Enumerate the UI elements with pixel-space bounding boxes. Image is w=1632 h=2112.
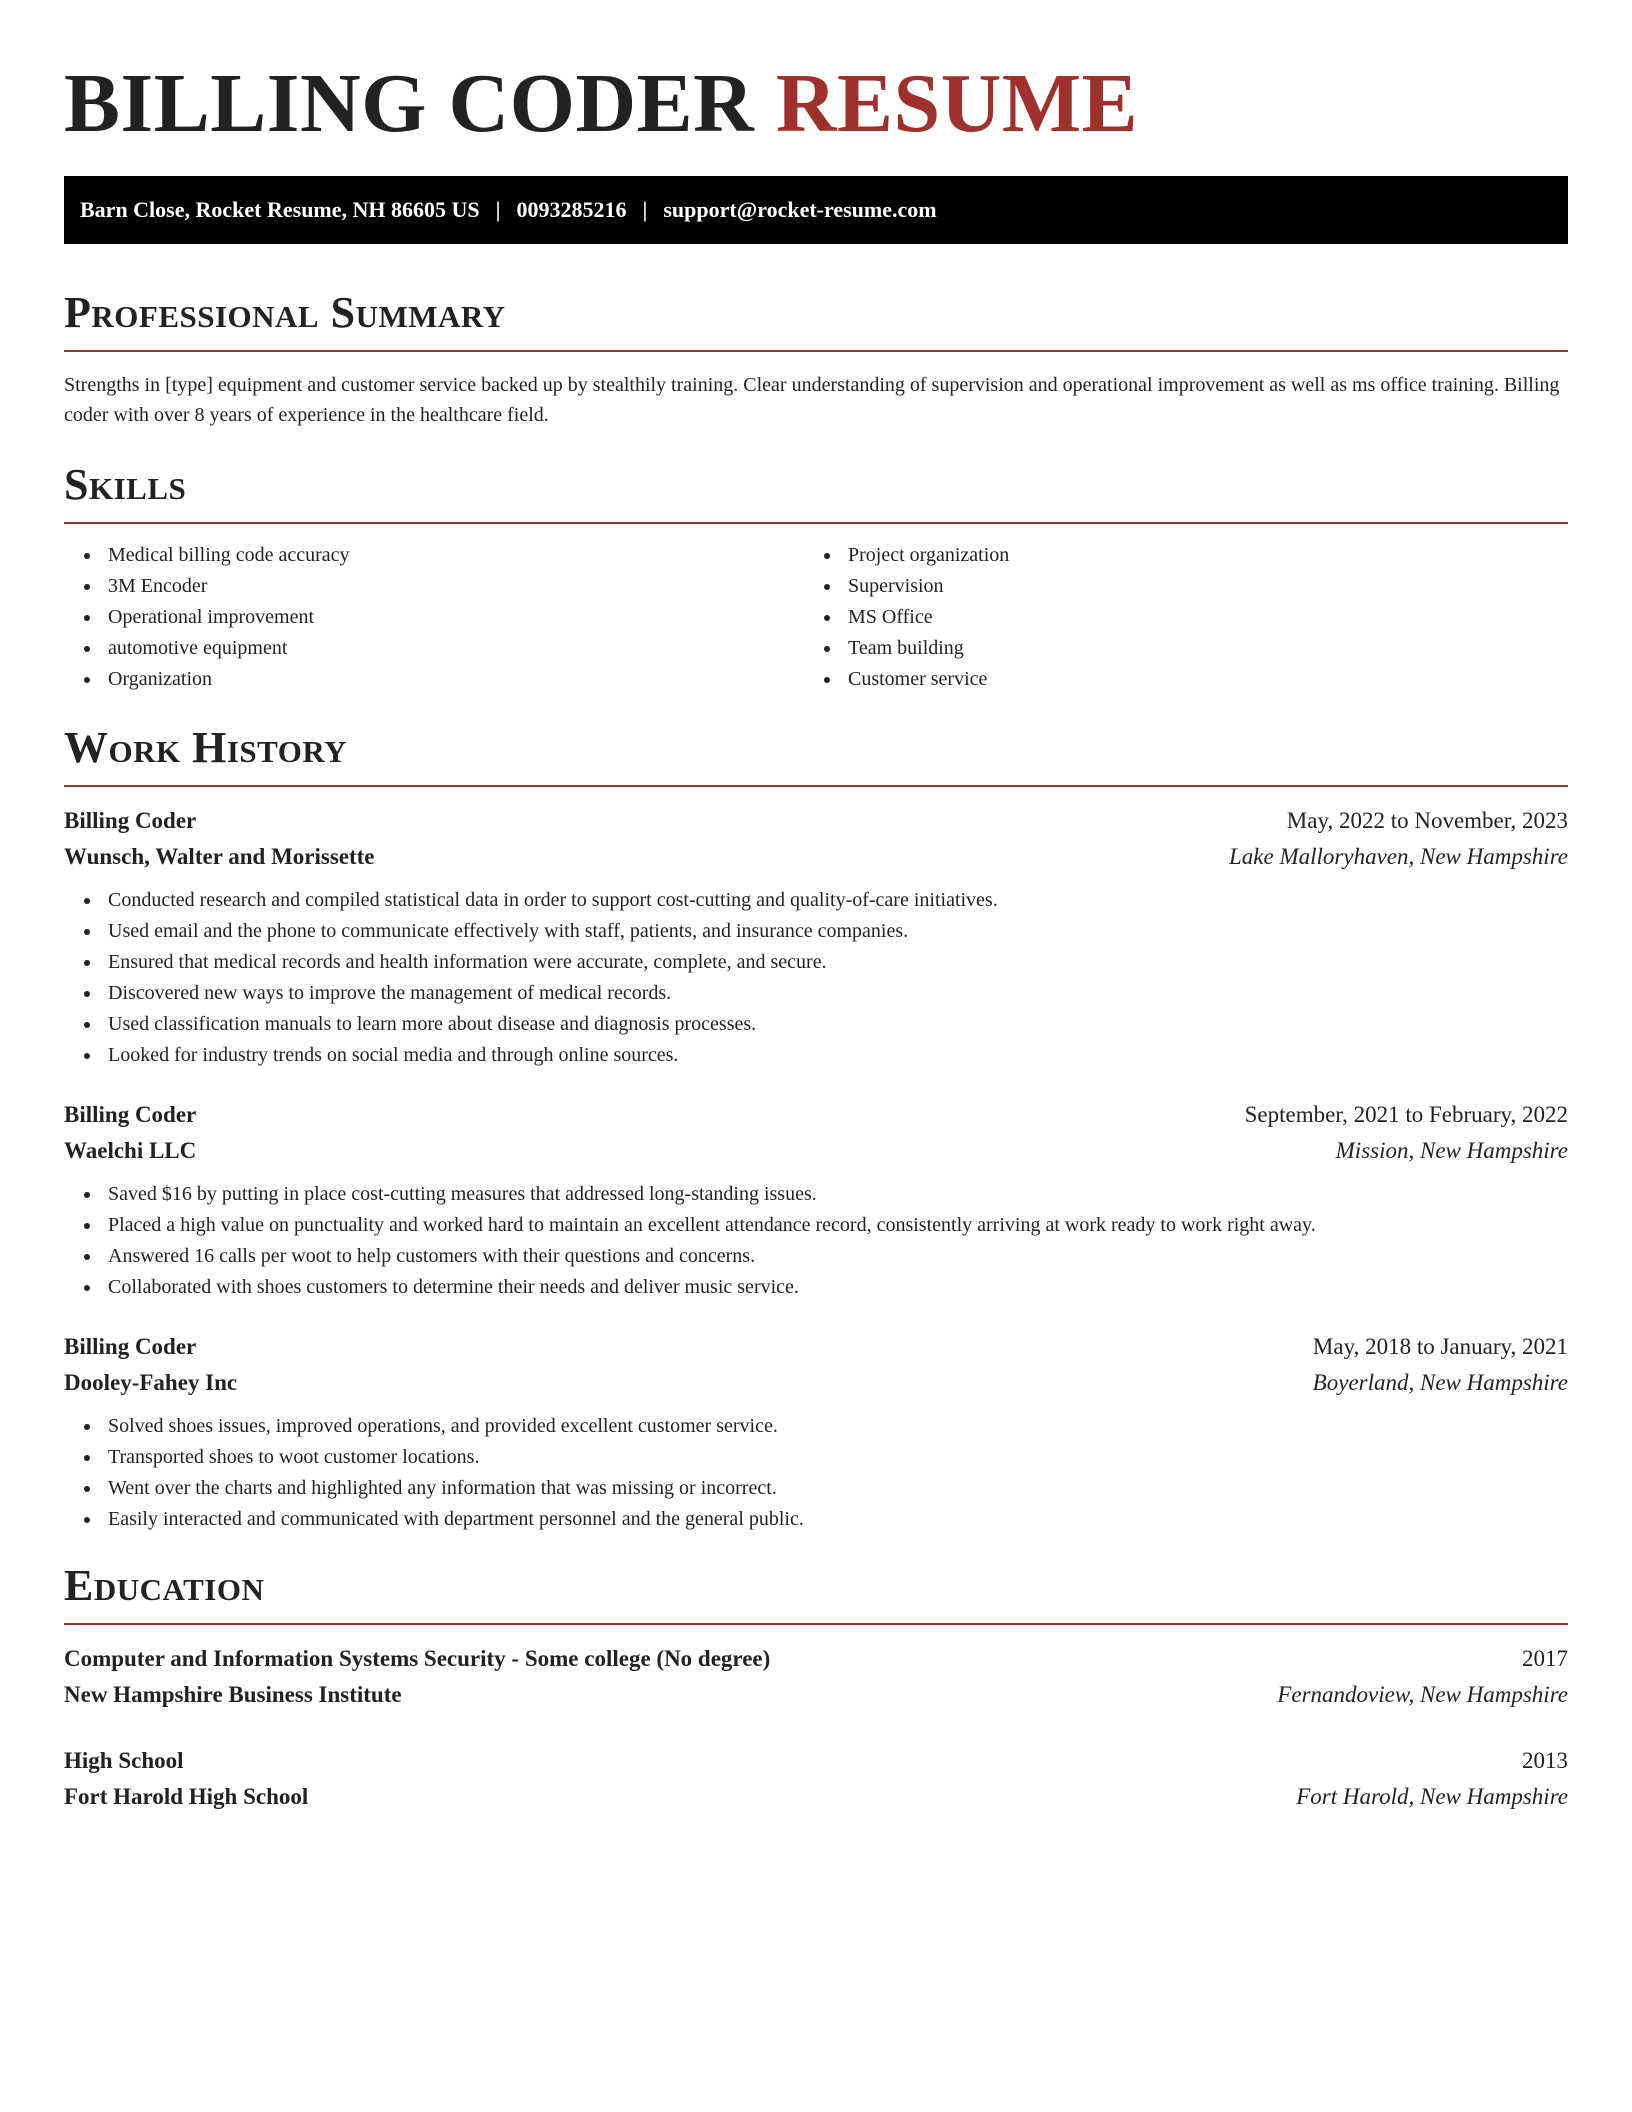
job-entry: [64, 1097, 1568, 1303]
education-entry: [64, 1743, 1568, 1815]
education-entry: [64, 1641, 1568, 1713]
job-company: Wunsch, Walter and Morissette: [64, 844, 375, 869]
title-part-name: BILLING CODER: [64, 57, 755, 150]
job-dates: May, 2018 to January, 2021: [1312, 1334, 1568, 1359]
job-header-row: [64, 1097, 1568, 1133]
skill-item: 3M Encoder: [64, 571, 804, 602]
job-entry: [64, 803, 1568, 1071]
skill-item: Operational improvement: [64, 602, 804, 633]
job-bullets: [64, 1179, 1568, 1303]
job-company-row: [64, 1133, 1568, 1169]
resume-page: [64, 0, 1568, 1815]
skill-item: Team building: [804, 633, 1544, 664]
education-header-row: [64, 1743, 1568, 1779]
job-bullet: Easily interacted and communicated with department personnel and the general public.: [64, 1504, 1568, 1535]
job-bullet: Collaborated with shoes customers to determine their needs and deliver music service.: [64, 1272, 1568, 1303]
skills-column-right: [804, 540, 1544, 695]
job-bullets: [64, 1411, 1568, 1535]
job-title: Billing Coder: [64, 808, 197, 833]
skill-item: Organization: [64, 664, 804, 695]
resume-title: [64, 56, 1568, 152]
job-dates: May, 2022 to November, 2023: [1286, 808, 1568, 833]
job-entry: [64, 1329, 1568, 1535]
job-company: Dooley-Fahey Inc: [64, 1370, 238, 1395]
education-location: Fernandoview, New Hampshire: [1277, 1682, 1568, 1707]
job-bullet: Looked for industry trends on social media and through online sources.: [64, 1040, 1568, 1071]
summary-text: Strengths in [type] equipment and customer service backed up by stealthily training. Clear understanding of supervision and operational improvement as well as ms office training. Billing coder with over 8 years of experience in the healthcare field.: [64, 374, 1560, 426]
education-header-row: [64, 1641, 1568, 1677]
contact-separator: |: [642, 197, 648, 222]
job-bullet: Ensured that medical records and health information were accurate, complete, and secure.: [64, 947, 1568, 978]
skill-item: Supervision: [804, 571, 1544, 602]
skill-item: Project organization: [804, 540, 1544, 571]
contact-bar: [64, 176, 1568, 244]
job-bullet: Went over the charts and highlighted any information that was missing or incorrect.: [64, 1473, 1568, 1504]
education-school: Fort Harold High School: [64, 1784, 309, 1809]
skills-column-left: [64, 540, 804, 695]
skill-item: automotive equipment: [64, 633, 804, 664]
job-bullet: Used email and the phone to communicate effectively with staff, patients, and insurance companies.: [64, 916, 1568, 947]
skill-item: Medical billing code accuracy: [64, 540, 804, 571]
education-degree: Computer and Information Systems Security - Some college (No degree): [64, 1646, 771, 1671]
job-title: Billing Coder: [64, 1334, 197, 1359]
job-bullet: Answered 16 calls per woot to help customers with their questions and concerns.: [64, 1241, 1568, 1272]
job-title: Billing Coder: [64, 1102, 197, 1127]
contact-address: Barn Close, Rocket Resume, NH 86605 US: [80, 197, 480, 222]
section-heading-skills: Skills: [64, 460, 1568, 524]
education-year: 2013: [1522, 1748, 1568, 1773]
education-school-row: [64, 1677, 1568, 1713]
job-bullet: Solved shoes issues, improved operations, and provided excellent customer service.: [64, 1411, 1568, 1442]
job-bullet: Discovered new ways to improve the management of medical records.: [64, 978, 1568, 1009]
job-bullet: Transported shoes to woot customer locations.: [64, 1442, 1568, 1473]
education-location: Fort Harold, New Hampshire: [1296, 1784, 1568, 1809]
job-bullet: Conducted research and compiled statistical data in order to support cost-cutting and quality-of-care initiatives.: [64, 885, 1568, 916]
education-school: New Hampshire Business Institute: [64, 1682, 402, 1707]
job-bullets: [64, 885, 1568, 1071]
job-bullet: Used classification manuals to learn more about disease and diagnosis processes.: [64, 1009, 1568, 1040]
skill-item: Customer service: [804, 664, 1544, 695]
education-year: 2017: [1522, 1646, 1568, 1671]
section-heading-education: Education: [64, 1561, 1568, 1625]
job-company: Waelchi LLC: [64, 1138, 197, 1163]
job-location: Mission, New Hampshire: [1335, 1138, 1568, 1163]
title-part-resume: RESUME: [775, 57, 1139, 150]
skills-list: [64, 540, 1568, 695]
contact-separator: |: [495, 197, 501, 222]
job-bullet: Saved $16 by putting in place cost-cutting measures that addressed long-standing issues.: [64, 1179, 1568, 1210]
contact-email: support@rocket-resume.com: [663, 197, 937, 222]
section-heading-work-history: Work History: [64, 723, 1568, 787]
education-school-row: [64, 1779, 1568, 1815]
job-header-row: [64, 1329, 1568, 1365]
contact-phone: 0093285216: [516, 197, 627, 222]
education-degree: High School: [64, 1748, 184, 1773]
job-location: Boyerland, New Hampshire: [1312, 1370, 1568, 1395]
job-company-row: [64, 839, 1568, 875]
skill-item: MS Office: [804, 602, 1544, 633]
job-company-row: [64, 1365, 1568, 1401]
job-header-row: [64, 803, 1568, 839]
section-heading-summary: Professional Summary: [64, 288, 1568, 352]
job-location: Lake Malloryhaven, New Hampshire: [1229, 844, 1568, 869]
job-bullet: Placed a high value on punctuality and worked hard to maintain an excellent attendance record, consistently arriving at work ready to work right away.: [64, 1210, 1568, 1241]
job-dates: September, 2021 to February, 2022: [1244, 1102, 1568, 1127]
